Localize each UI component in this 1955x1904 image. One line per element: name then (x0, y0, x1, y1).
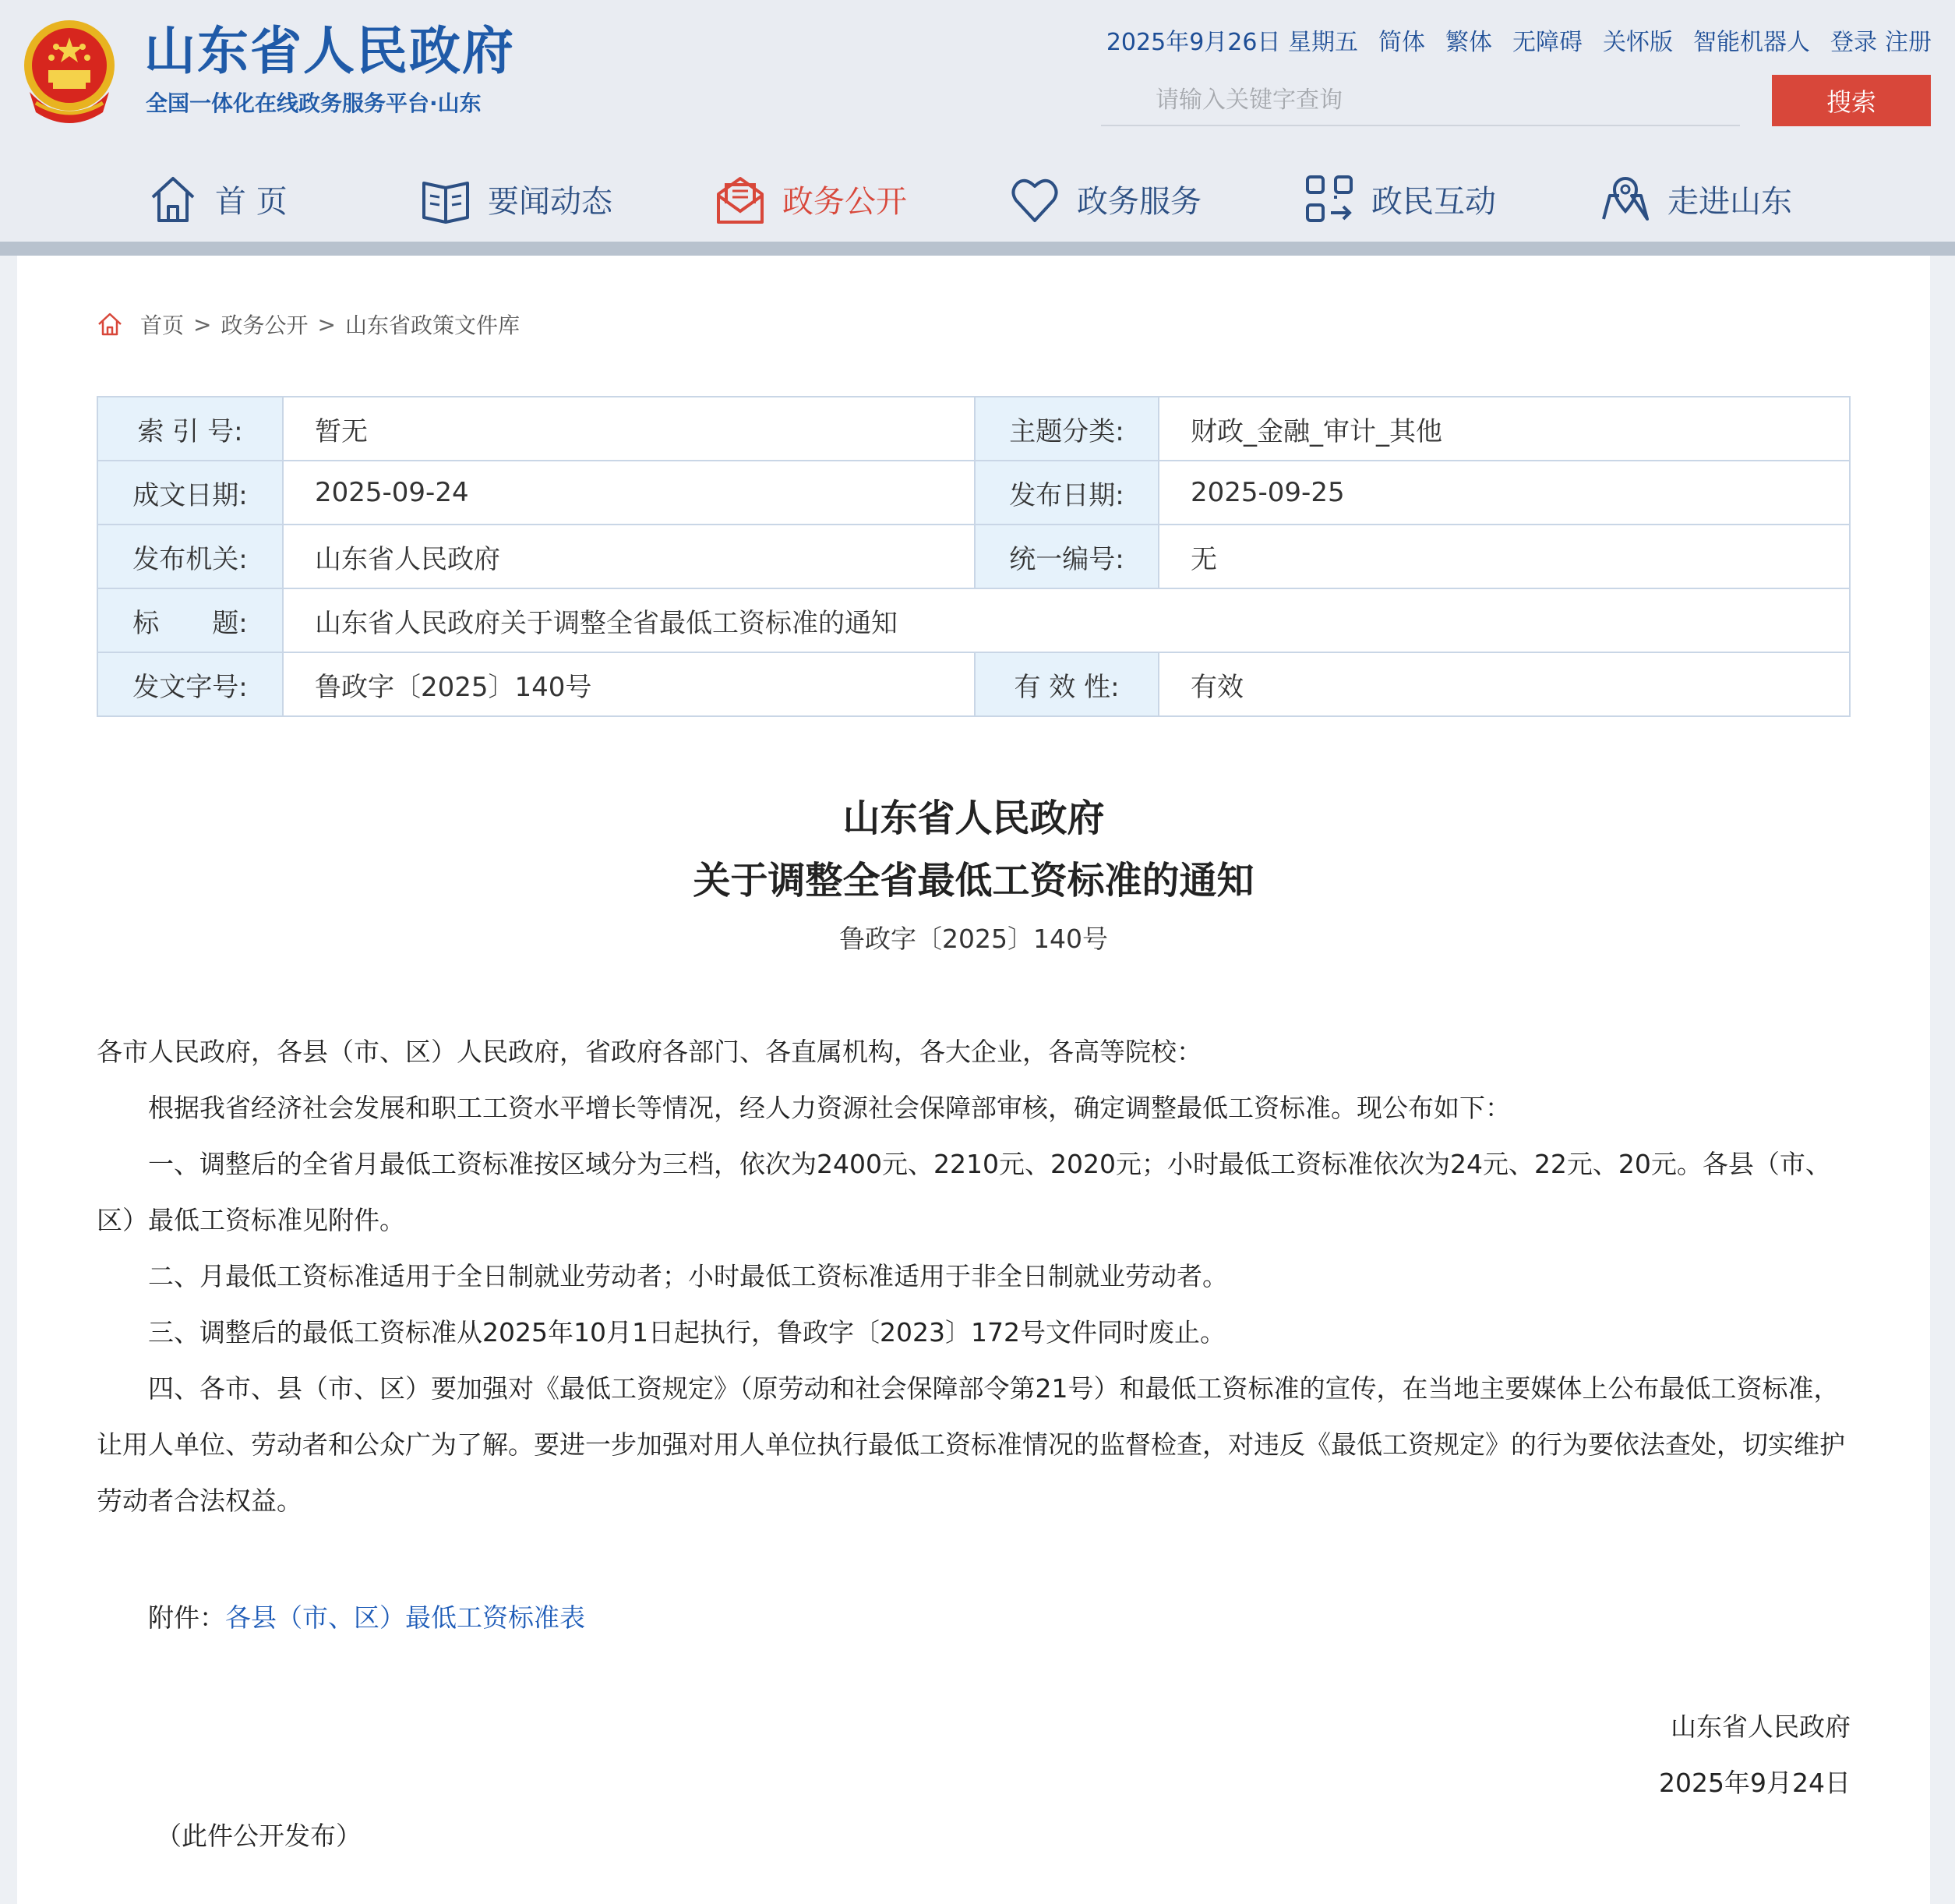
link-robot[interactable]: 智能机器人 (1693, 29, 1810, 56)
nav-home[interactable] (148, 171, 288, 226)
search-button[interactable]: 搜索 (1772, 75, 1931, 126)
search-box (1101, 78, 1740, 126)
document-meta-table (97, 396, 1851, 717)
salutation: 各市人民政府，各县（市、区）人民政府，省政府各部门、各直属机构，各大企业，各高等院校： (97, 1037, 1202, 1067)
breadcrumb-separator: > (193, 311, 212, 337)
sign-date: 2025年9月24日 (1659, 1768, 1851, 1798)
map-pin-icon (1600, 172, 1650, 225)
nav-news[interactable] (421, 171, 612, 226)
document-number: 鲁政字〔2025〕140号 (839, 924, 1108, 954)
site-header (0, 0, 1955, 242)
validity-value: 有效 (1159, 652, 1850, 716)
link-simplified[interactable]: 简体 (1378, 29, 1425, 56)
signer: 山东省人民政府 (1671, 1711, 1851, 1742)
attachment-link[interactable]: 各县（市、区）最低工资标准表 (225, 1602, 585, 1633)
link-care-mode[interactable]: 关怀版 (1603, 29, 1673, 56)
heart-icon (1010, 172, 1060, 225)
link-login[interactable]: 登录 (1830, 29, 1877, 56)
publish-date-label: 发布日期: (975, 461, 1159, 525)
link-accessibility[interactable]: 无障碍 (1512, 29, 1583, 56)
document-title-line2: 关于调整全省最低工资标准的通知 (693, 859, 1255, 903)
index-value: 暂无 (283, 397, 975, 461)
nav-label: 政务服务 (1077, 183, 1202, 220)
site-subtitle: 全国一体化在线政务服务平台·山东 (146, 90, 482, 116)
attachment (148, 1595, 585, 1641)
table-row (97, 652, 1850, 716)
document-title-line1: 山东省人民政府 (842, 797, 1105, 840)
home-icon[interactable] (97, 311, 123, 337)
topic-value: 财政_金融_审计_其他 (1159, 397, 1850, 461)
paragraph-2: 二、月最低工资标准适用于全日制就业劳动者；小时最低工资标准适用于非全日制就业劳动者。 (148, 1261, 1228, 1291)
link-register[interactable]: 注册 (1885, 29, 1932, 56)
paragraph-3: 三、调整后的最低工资标准从2025年10月1日起执行，鲁政字〔2023〕172号文件同时废止。 (148, 1317, 1226, 1348)
nav-label: 首 页 (215, 183, 288, 220)
written-date-label: 成文日期: (97, 461, 283, 525)
table-row (97, 525, 1850, 588)
paragraph-intro: 根据我省经济社会发展和职工工资水平增长等情况，经人力资源社会保障部审核，确定调整最低工资标准。现公布如下： (148, 1093, 1511, 1123)
site-title[interactable]: 山东省人民政府 (144, 21, 515, 81)
search-input[interactable] (1101, 78, 1740, 122)
table-row (97, 461, 1850, 525)
title-label: 标 题: (97, 588, 283, 652)
interaction-icon (1304, 172, 1354, 225)
nav-gov-services[interactable] (1010, 171, 1202, 226)
nav-interaction[interactable] (1304, 171, 1496, 226)
table-row (97, 588, 1850, 652)
nav-divider (0, 242, 1955, 256)
breadcrumb-policy-library[interactable]: 山东省政策文件库 (344, 313, 520, 338)
serial-value: 无 (1159, 525, 1850, 588)
doc-number-label: 发文字号: (97, 652, 283, 716)
issuer-value: 山东省人民政府 (283, 525, 975, 588)
home-icon (148, 172, 198, 225)
content-panel (17, 256, 1930, 1904)
nav-label: 走进山东 (1667, 183, 1792, 220)
validity-label: 有 效 性: (975, 652, 1159, 716)
top-links (1106, 25, 1932, 61)
auth-links (1830, 25, 1932, 61)
mail-icon (715, 172, 765, 225)
index-label: 索 引 号: (97, 397, 283, 461)
table-row (97, 397, 1850, 461)
breadcrumb (97, 309, 520, 340)
written-date-value: 2025-09-24 (283, 461, 975, 525)
attachment-label: 附件： (148, 1602, 225, 1633)
topic-label: 主题分类: (975, 397, 1159, 461)
serial-label: 统一编号: (975, 525, 1159, 588)
nav-gov-affairs[interactable] (715, 171, 907, 226)
national-emblem-icon[interactable] (19, 17, 120, 125)
document-body (97, 1024, 1858, 1529)
title-value: 山东省人民政府关于调整全省最低工资标准的通知 (283, 588, 1850, 652)
nav-label: 政务公开 (782, 183, 907, 220)
breadcrumb-gov-affairs[interactable]: 政务公开 (221, 313, 309, 338)
current-date: 2025年9月26日 星期五 (1106, 29, 1358, 56)
publish-date-value: 2025-09-25 (1159, 461, 1850, 525)
nav-label: 政民互动 (1371, 183, 1496, 220)
nav-about-shandong[interactable] (1600, 171, 1792, 226)
paragraph-4: 四、各市、县（市、区）要加强对《最低工资规定》（原劳动和社会保障部令第21号）和最低工资标准的宣传，在当地主要媒体上公布最低工资标准，让用人单位、劳动者和公众广为了解。要进一步加强对用人单位执行最低工资标准情况的监督检查，对违反《最低工资规定》的行为要依法查处，切实维护劳动者合法权益。 (97, 1373, 1845, 1516)
publication-note: （此件公开发布） (156, 1821, 362, 1851)
link-traditional[interactable]: 繁体 (1445, 29, 1492, 56)
paragraph-1: 一、调整后的全省月最低工资标准按区域分为三档，依次为2400元、2210元、2020元；小时最低工资标准依次为24元、22元、20元。各县（市、区）最低工资标准见附件。 (97, 1149, 1831, 1235)
doc-number-value: 鲁政字〔2025〕140号 (283, 652, 975, 716)
book-icon (421, 172, 471, 225)
breadcrumb-separator: > (317, 311, 336, 337)
issuer-label: 发布机关: (97, 525, 283, 588)
nav-label: 要闻动态 (488, 183, 612, 220)
main-nav (0, 156, 1955, 243)
breadcrumb-home[interactable]: 首页 (140, 313, 185, 338)
